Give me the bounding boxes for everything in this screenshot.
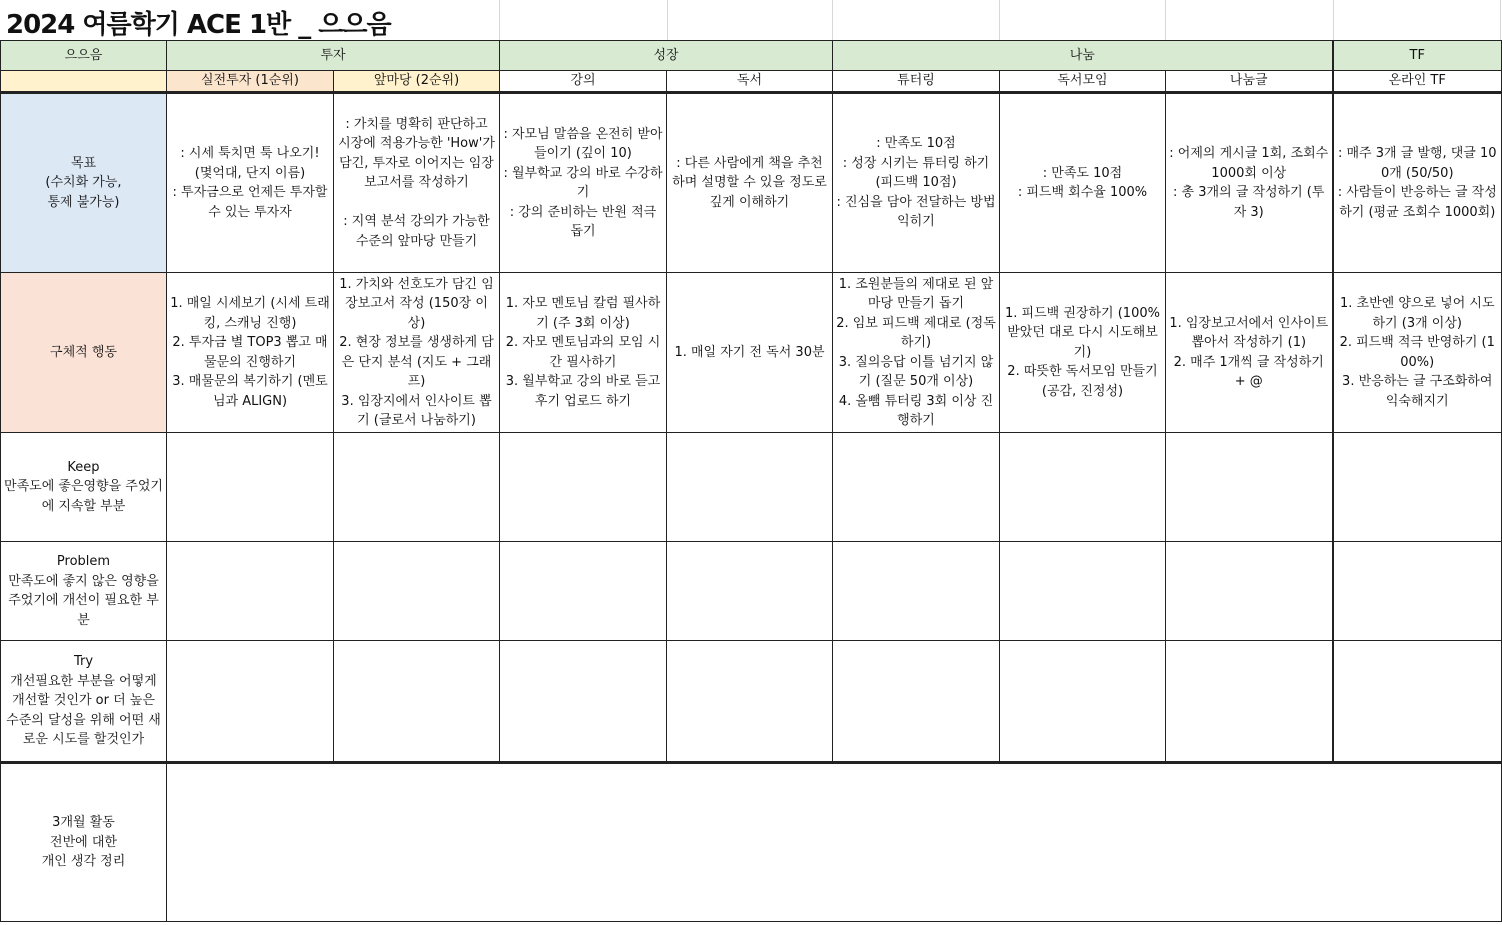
empty-header-cell[interactable] [667,0,833,40]
action-cell[interactable]: 1. 피드백 권장하기 (100% 받았던 대로 다시 시도해보기) 2. 따뜻한 독서모임 만들기 (공감, 진정성) [1000,273,1166,433]
goal-cell[interactable]: : 가치를 명확히 판단하고 시장에 적용가능한 'How'가 담긴, 투자로 이어지는 임장보고서를 작성하기 : 지역 분석 강의가 가능한 수준의 앞마당 만들기 [334,93,500,273]
try-cell[interactable] [1166,641,1333,763]
subheader-tutoring[interactable]: 튜터링 [833,71,1000,93]
action-cell[interactable]: 1. 매일 시세보기 (시세 트래킹, 스캐닝 진행) 2. 투자금 별 TOP3 뽑고 매물문의 진행하기 3. 매물문의 복기하기 (멘토님과 ALIGN) [167,273,334,433]
try-cell[interactable] [334,641,500,763]
subheader-online-tf[interactable]: 온라인 TF [1333,71,1502,93]
action-cell[interactable]: 1. 임장보고서에서 인사이트 뽑아서 작성하기 (1) 2. 매주 1개씩 글 작성하기 + @ [1166,273,1333,433]
subheader-row [1,71,1502,93]
goal-row [1,93,1502,273]
problem-cell[interactable] [1166,542,1333,641]
action-cell[interactable]: 1. 조원분들의 제대로 된 앞마당 만들기 돕기 2. 임보 피드백 제대로 (정독하기) 3. 질의응답 이틀 넘기지 않기 (질문 50개 이상) 4. 올뺌 튜터링 3회 이상 진행하기 [833,273,1000,433]
subheader-front-yard[interactable]: 앞마당 (2순위) [334,71,500,93]
action-cell[interactable]: 1. 가치와 선호도가 담긴 임장보고서 작성 (150장 이상) 2. 현장 정보를 생생하게 담은 단지 분석 (지도 + 그래프) 3. 임장지에서 인사이트 뽑기 (글로서 나눔하기) [334,273,500,433]
corner-header[interactable]: 으으음 [1,41,167,71]
action-cell[interactable]: 1. 초반엔 양으로 넣어 시도하기 (3개 이상) 2. 피드백 적극 반영하기 (100%) 3. 반응하는 글 구조화하여 익숙해지기 [1333,273,1502,433]
goal-cell[interactable]: : 만족도 10점 : 피드백 회수율 100% [1000,93,1166,273]
sheet-title: 2024 여름학기 ACE 1반 _ 으으음 [6,10,391,40]
try-row [1,641,1502,763]
keep-row [1,433,1502,542]
try-cell[interactable] [500,641,667,763]
keep-cell[interactable] [500,433,667,542]
subheader-real-invest[interactable]: 실전투자 (1순위) [167,71,334,93]
keep-cell[interactable] [833,433,1000,542]
keep-cell[interactable] [1166,433,1333,542]
try-cell[interactable] [1333,641,1502,763]
category-invest[interactable]: 투자 [167,41,500,71]
goal-cell[interactable]: : 매주 3개 글 발행, 댓글 100개 (50/50) : 사람들이 반응하는 글 작성하기 (평균 조회수 1000회) [1333,93,1502,273]
category-tf[interactable]: TF [1333,41,1502,71]
empty-header-cell[interactable] [1000,0,1166,40]
goal-label[interactable]: 목표 (수치화 가능, 통제 불가능) [1,93,167,273]
problem-cell[interactable] [1333,542,1502,641]
problem-cell[interactable] [1000,542,1166,641]
try-cell[interactable] [167,641,334,763]
problem-cell[interactable] [500,542,667,641]
subheader-corner[interactable] [1,71,167,93]
action-cell[interactable]: 1. 자모 멘토님 칼럼 필사하기 (주 3회 이상) 2. 자모 멘토님과의 모임 시간 필사하기 3. 월부학교 강의 바로 듣고 후기 업로드 하기 [500,273,667,433]
keep-cell[interactable] [1000,433,1166,542]
subheader-reading[interactable]: 독서 [667,71,833,93]
empty-header-cell[interactable] [499,0,668,40]
action-label[interactable]: 구체적 행동 [1,273,167,433]
keep-cell[interactable] [1333,433,1502,542]
keep-cell[interactable] [667,433,833,542]
category-growth[interactable]: 성장 [500,41,833,71]
goal-cell[interactable]: : 시세 툭치면 툭 나오기! (몇억대, 단지 이름) : 투자금으로 언제든 투자할 수 있는 투자자 [167,93,334,273]
keep-label[interactable]: Keep 만족도에 좋은영향을 주었기에 지속할 부분 [1,433,167,542]
problem-cell[interactable] [833,542,1000,641]
subheader-lecture[interactable]: 강의 [500,71,667,93]
keep-cell[interactable] [167,433,334,542]
action-row [1,273,1502,433]
review-row [1,763,1502,922]
try-label[interactable]: Try 개선필요한 부분을 어떻게 개선할 것인가 or 더 높은 수준의 달성을 위해 어떤 새로운 시도를 할것인가 [1,641,167,763]
subheader-book-club[interactable]: 독서모임 [1000,71,1166,93]
category-share[interactable]: 나눔 [833,41,1333,71]
empty-header-cell[interactable] [1334,0,1501,40]
title-row [0,0,1502,40]
problem-row [1,542,1502,641]
problem-label[interactable]: Problem 만족도에 좋지 않은 영향을 주었기에 개선이 필요한 부분 [1,542,167,641]
category-row [1,41,1502,71]
retrospective-table [0,40,1502,922]
subheader-sharing-post[interactable]: 나눔글 [1166,71,1333,93]
review-label[interactable]: 3개월 활동 전반에 대한 개인 생각 정리 [1,763,167,922]
empty-header-cell[interactable] [833,0,1000,40]
empty-header-cell[interactable] [1166,0,1334,40]
review-cell[interactable] [167,763,1502,922]
goal-cell[interactable]: : 어제의 게시글 1회, 조회수 1000회 이상 : 총 3개의 글 작성하기 (투자 3) [1166,93,1333,273]
try-cell[interactable] [667,641,833,763]
problem-cell[interactable] [667,542,833,641]
problem-cell[interactable] [334,542,500,641]
keep-cell[interactable] [334,433,500,542]
goal-cell[interactable]: : 자모님 말씀을 온전히 받아들이기 (깊이 10) : 월부학교 강의 바로 수강하기 : 강의 준비하는 반원 적극 돕기 [500,93,667,273]
try-cell[interactable] [833,641,1000,763]
try-cell[interactable] [1000,641,1166,763]
action-cell[interactable]: 1. 매일 자기 전 독서 30분 [667,273,833,433]
goal-cell[interactable]: : 만족도 10점 : 성장 시키는 튜터링 하기 (피드백 10점) : 진심을 담아 전달하는 방법 익히기 [833,93,1000,273]
problem-cell[interactable] [167,542,334,641]
goal-cell[interactable]: : 다른 사람에게 책을 추천하며 설명할 수 있을 정도로 깊게 이해하기 [667,93,833,273]
